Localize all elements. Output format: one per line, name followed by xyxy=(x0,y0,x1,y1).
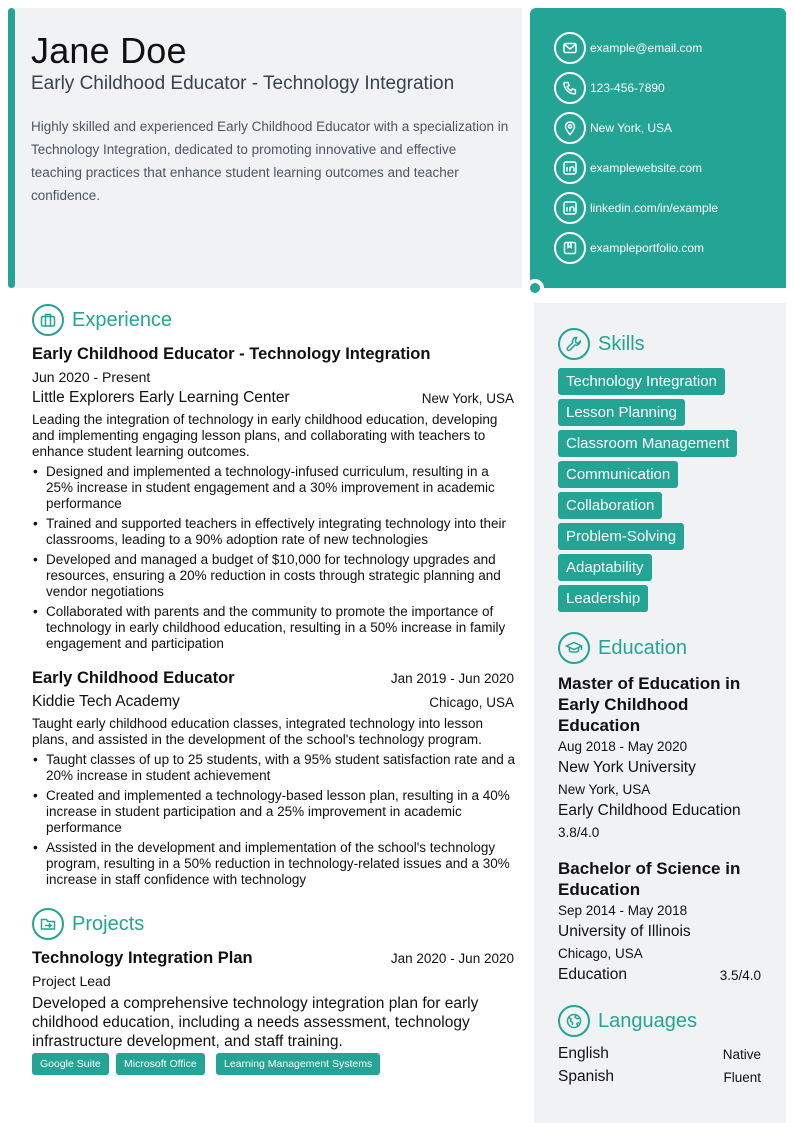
header-panel xyxy=(8,8,522,288)
job-company: Little Explorers Early Learning Center xyxy=(32,389,290,406)
experience-heading xyxy=(32,304,172,336)
contact-panel xyxy=(530,8,786,288)
skill-tag: Problem-Solving xyxy=(558,523,684,550)
project-title: Technology Integration Plan xyxy=(32,949,253,967)
education-gpa: 3.5/4.0 xyxy=(719,968,761,983)
contact-phone[interactable] xyxy=(554,72,665,104)
education-heading xyxy=(558,632,687,664)
skill-tag: Communication xyxy=(558,461,678,488)
job-title: Early Childhood Educator - Technology Integration xyxy=(32,345,431,363)
project-role: Project Lead xyxy=(32,973,111,989)
education-dates: Aug 2018 - May 2020 xyxy=(558,739,688,754)
skill-tag: Collaboration xyxy=(558,492,662,519)
contact-phone-text: 123-456-7890 xyxy=(590,81,665,95)
candidate-name: Jane Doe xyxy=(31,30,187,71)
contact-email[interactable] xyxy=(554,32,702,64)
education-field: Early Childhood Education xyxy=(558,802,741,819)
job-description: Taught early childhood education classes, integrated technology into lesson plans, and assisted in the development of the school's technology program. xyxy=(32,716,484,747)
language-name: Spanish xyxy=(558,1068,615,1085)
skill-tag: Classroom Management xyxy=(558,430,737,457)
list-item: • Designed and implemented a technology-infused curriculum, resulting in a 25% increase in student engagement and a 30% improvement in academic performance xyxy=(32,464,516,512)
list-item: • Collaborated with parents and the community to promote the importance of technology in early childhood education, resulting in a 50% increase in family engagement and participation xyxy=(32,604,516,652)
summary: Highly skilled and experienced Early Childhood Educator with a specialization in Technology Integration, dedicated to promoting innovative and effective teaching practices that enhance student learning outcomes and teacher confidence. xyxy=(31,119,509,203)
globe-icon xyxy=(558,1005,590,1037)
contact-location-text: New York, USA xyxy=(590,121,673,135)
education-field: Education xyxy=(558,966,627,983)
location-pin-icon xyxy=(554,112,586,144)
skills-title: Skills xyxy=(598,332,645,355)
language-level: Fluent xyxy=(723,1070,761,1085)
education-dates: Sep 2014 - May 2018 xyxy=(558,903,688,918)
list-item: • Created and implemented a technology-based lesson plan, resulting in a 40% increase in student participation and a 25% improvement in academic performance xyxy=(32,788,516,836)
education-degree: Master of Education in Early Childhood Education xyxy=(558,674,741,735)
contact-portfolio[interactable] xyxy=(554,232,704,264)
education-school: University of Illinois xyxy=(558,923,691,940)
job-title: Early Childhood Educator xyxy=(32,669,235,687)
skill-tag: Leadership xyxy=(558,585,648,612)
briefcase-icon xyxy=(32,304,64,336)
languages-title: Languages xyxy=(598,1009,697,1032)
email-icon xyxy=(554,32,586,64)
folder-icon xyxy=(32,908,64,940)
education-title: Education xyxy=(598,636,687,659)
job-location: Chicago, USA xyxy=(429,695,514,710)
portfolio-icon xyxy=(554,232,586,264)
languages-heading xyxy=(558,1005,697,1037)
project-tag: Google Suite xyxy=(32,1053,109,1075)
job-dates: Jan 2019 - Jun 2020 xyxy=(390,671,514,686)
job-bullets xyxy=(32,752,516,892)
education-location: New York, USA xyxy=(558,782,651,797)
language-level: Native xyxy=(722,1047,761,1062)
job-dates: Jun 2020 - Present xyxy=(32,369,151,385)
contact-location xyxy=(554,112,672,144)
contact-linkedin[interactable] xyxy=(554,192,718,224)
project-description: Developed a comprehensive technology integration plan for early childhood education, including a needs assessment, technology infrastructure development, and staff training. xyxy=(32,995,479,1050)
education-degree: Bachelor of Science in Education xyxy=(558,859,741,899)
skills-heading xyxy=(558,328,645,360)
accent-bar xyxy=(8,8,15,288)
project-tag: Microsoft Office xyxy=(116,1053,205,1075)
education-location: Chicago, USA xyxy=(558,946,643,961)
list-item: • Taught classes of up to 25 students, with a 95% student satisfaction rate and a 20% increase in student achievement xyxy=(32,752,516,784)
list-item: • Developed and managed a budget of $10,000 for technology upgrades and resources, ensuring a 20% reduction in costs through strategic planning and vendor negotiations xyxy=(32,552,516,600)
contact-website[interactable] xyxy=(554,152,702,184)
contact-website-text: examplewebsite.com xyxy=(590,161,703,175)
skill-tag: Lesson Planning xyxy=(558,399,685,426)
project-tag: Learning Management Systems xyxy=(216,1053,380,1075)
linkedin-icon xyxy=(554,152,586,184)
job-location: New York, USA xyxy=(421,391,514,406)
job-company: Kiddie Tech Academy xyxy=(32,693,180,710)
list-item: • Trained and supported teachers in effectively integrating technology into their classrooms, leading to a 90% adoption rate of new technologies xyxy=(32,516,516,548)
phone-icon xyxy=(554,72,586,104)
projects-heading xyxy=(32,908,144,940)
contact-email-text: example@email.com xyxy=(590,41,703,55)
skill-tag: Technology Integration xyxy=(558,368,725,395)
contact-linkedin-text: linkedin.com/in/example xyxy=(590,201,719,215)
education-gpa: 3.8/4.0 xyxy=(558,825,600,840)
language-name: English xyxy=(558,1045,609,1062)
list-item: • Assisted in the development and implementation of the school's technology program, resulting in a 50% reduction in technology-related issues and a 30% increase in staff confidence with technology xyxy=(32,840,516,888)
project-dates: Jan 2020 - Jun 2020 xyxy=(390,951,514,966)
contact-portfolio-text: exampleportfolio.com xyxy=(590,241,705,255)
job-description: Leading the integration of technology in early childhood education, developing and implementing engaging lesson plans, and collaborating with teachers to enhance student learning outcomes. xyxy=(32,412,498,459)
timeline-dot xyxy=(526,279,544,297)
graduation-cap-icon xyxy=(558,632,590,664)
job-bullets xyxy=(32,464,516,656)
experience-title: Experience xyxy=(72,308,173,331)
wrench-icon xyxy=(558,328,590,360)
linkedin-icon xyxy=(554,192,586,224)
skill-tag: Adaptability xyxy=(558,554,652,581)
education-school: New York University xyxy=(558,759,696,776)
projects-title: Projects xyxy=(72,912,145,935)
candidate-title: Early Childhood Educator - Technology Integration xyxy=(31,73,455,94)
